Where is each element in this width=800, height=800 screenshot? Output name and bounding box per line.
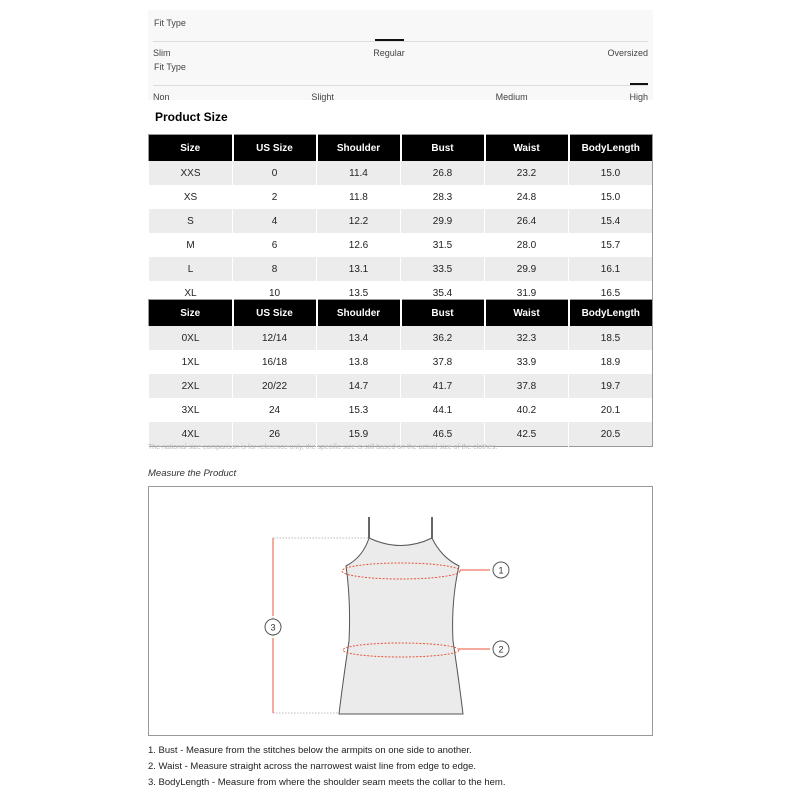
table-cell: 13.4	[317, 326, 401, 350]
table-cell: 8	[233, 257, 317, 281]
table-cell: 33.9	[485, 350, 569, 374]
table-header-row	[149, 135, 653, 162]
table-cell: 15.9	[317, 422, 401, 447]
table-cell: 16.1	[569, 257, 653, 281]
table-row	[149, 209, 653, 233]
column-header: US Size	[233, 135, 317, 162]
table-cell: 11.8	[317, 185, 401, 209]
fit-type-marker	[375, 39, 404, 41]
table-cell: 12.2	[317, 209, 401, 233]
table-cell: 15.7	[569, 233, 653, 257]
table-cell: 26.4	[485, 209, 569, 233]
table-cell: 24	[233, 398, 317, 422]
table-cell: 36.2	[401, 326, 485, 350]
table-cell: 33.5	[401, 257, 485, 281]
table-cell: 11.4	[317, 161, 401, 185]
size-table-regular	[148, 134, 653, 306]
table-cell: 31.9	[485, 281, 569, 306]
table-cell: 24.8	[485, 185, 569, 209]
fit-option-regular: Regular	[373, 48, 405, 58]
table-cell: 14.7	[317, 374, 401, 398]
measure-diagram	[148, 486, 653, 736]
table-row	[149, 185, 653, 209]
table-cell: 2	[233, 185, 317, 209]
measure-title: Measure the Product	[148, 468, 237, 479]
table-header-row	[149, 300, 653, 327]
garment-body	[339, 538, 463, 714]
table-cell: 37.8	[401, 350, 485, 374]
product-size-title: Product Size	[155, 110, 228, 124]
table-row	[149, 326, 653, 350]
table-cell: 1XL	[149, 350, 233, 374]
table-cell: 46.5	[401, 422, 485, 447]
table-cell: 19.7	[569, 374, 653, 398]
table-cell: 29.9	[485, 257, 569, 281]
fit-type-panel	[148, 10, 653, 100]
table-cell: 42.5	[485, 422, 569, 447]
table-cell: 20/22	[233, 374, 317, 398]
size-table-plus	[148, 299, 653, 447]
instruction-bodylength: 3. BodyLength - Measure from where the shoulder seam meets the collar to the hem.	[148, 777, 506, 788]
table-cell: 29.9	[401, 209, 485, 233]
table-cell: 28.3	[401, 185, 485, 209]
column-header: Size	[149, 135, 233, 162]
table-cell: 35.4	[401, 281, 485, 306]
stretch-option-non: Non	[153, 92, 170, 102]
table-cell: 26	[233, 422, 317, 447]
instruction-bust: 1. Bust - Measure from the stitches below the armpits on one side to another.	[148, 745, 472, 756]
column-header: BodyLength	[569, 135, 653, 162]
table-cell: XL	[149, 281, 233, 306]
table-cell: L	[149, 257, 233, 281]
stretch-option-medium: Medium	[495, 92, 528, 102]
table-cell: 40.2	[485, 398, 569, 422]
table-cell: XXS	[149, 161, 233, 185]
table-cell: 28.0	[485, 233, 569, 257]
table-cell: 20.1	[569, 398, 653, 422]
table-cell: 18.5	[569, 326, 653, 350]
table-cell: 4	[233, 209, 317, 233]
stretch-label: Fit Type	[154, 62, 186, 72]
table-cell: 23.2	[485, 161, 569, 185]
table-cell: 44.1	[401, 398, 485, 422]
table-cell: S	[149, 209, 233, 233]
table-cell: 2XL	[149, 374, 233, 398]
column-header: Shoulder	[317, 300, 401, 327]
table-cell: 12/14	[233, 326, 317, 350]
column-header: Bust	[401, 300, 485, 327]
stretch-track	[153, 85, 648, 86]
table-row	[149, 350, 653, 374]
table-row	[149, 161, 653, 185]
table-cell: XS	[149, 185, 233, 209]
table-cell: 10	[233, 281, 317, 306]
table-row	[149, 257, 653, 281]
table-cell: 13.1	[317, 257, 401, 281]
table-cell: 15.0	[569, 185, 653, 209]
table-cell: 16.5	[569, 281, 653, 306]
table-cell: 37.8	[485, 374, 569, 398]
table-cell: M	[149, 233, 233, 257]
size-note: The national size comparison is for reference only, the specific size is still based on the actual size of the clothes.	[148, 444, 498, 451]
instruction-waist: 2. Waist - Measure straight across the narrowest waist line from edge to edge.	[148, 761, 477, 772]
label-1: 1	[498, 565, 504, 576]
fit-type-track	[153, 41, 648, 42]
table-cell: 41.7	[401, 374, 485, 398]
table-cell: 26.8	[401, 161, 485, 185]
column-header: Bust	[401, 135, 485, 162]
table-cell: 12.6	[317, 233, 401, 257]
table-cell: 32.3	[485, 326, 569, 350]
table-row	[149, 233, 653, 257]
fit-option-oversized: Oversized	[607, 48, 648, 58]
label-3: 3	[270, 622, 276, 633]
fit-type-label: Fit Type	[154, 18, 186, 28]
column-header: Waist	[485, 300, 569, 327]
column-header: US Size	[233, 300, 317, 327]
stretch-marker	[630, 83, 648, 85]
table-cell: 20.5	[569, 422, 653, 447]
column-header: Shoulder	[317, 135, 401, 162]
label-2: 2	[498, 644, 504, 655]
table-row	[149, 422, 653, 447]
column-header: Waist	[485, 135, 569, 162]
stretch-option-slight: Slight	[311, 92, 334, 102]
stretch-option-high: High	[629, 92, 648, 102]
column-header: Size	[149, 300, 233, 327]
measure-instructions	[148, 743, 506, 791]
table-cell: 15.3	[317, 398, 401, 422]
table-cell: 31.5	[401, 233, 485, 257]
garment-illustration	[149, 487, 652, 735]
column-header: BodyLength	[569, 300, 653, 327]
table-cell: 18.9	[569, 350, 653, 374]
table-cell: 6	[233, 233, 317, 257]
table-cell: 3XL	[149, 398, 233, 422]
table-cell: 16/18	[233, 350, 317, 374]
table-row	[149, 374, 653, 398]
fit-option-slim: Slim	[153, 48, 171, 58]
table-row	[149, 398, 653, 422]
table-cell: 4XL	[149, 422, 233, 447]
table-cell: 0	[233, 161, 317, 185]
table-cell: 13.5	[317, 281, 401, 306]
table-cell: 15.0	[569, 161, 653, 185]
table-cell: 13.8	[317, 350, 401, 374]
table-cell: 15.4	[569, 209, 653, 233]
table-cell: 0XL	[149, 326, 233, 350]
